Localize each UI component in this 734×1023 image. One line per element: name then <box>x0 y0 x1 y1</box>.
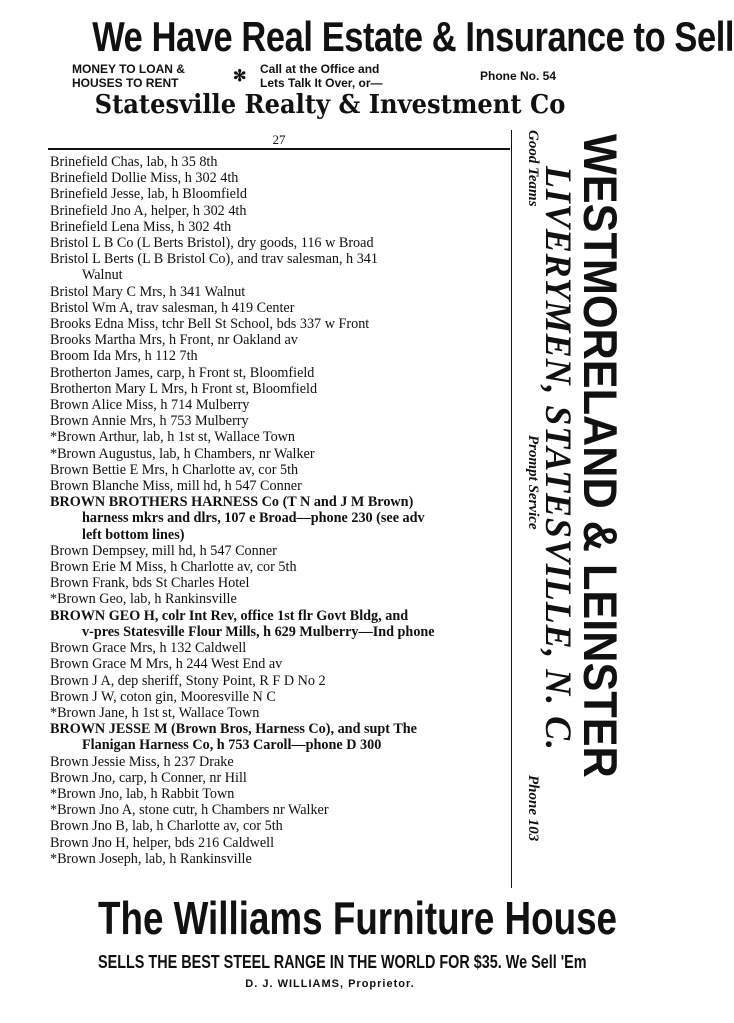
listing-entry: Brinefield Jesse, lab, h Bloomfield <box>50 186 248 203</box>
liverymen-text: LIVERYMEN, STATESVILLE, N. C. <box>537 166 578 751</box>
listing-entry-continuation: harness mkrs and dlrs, 107 e Broad—phone 230 (see adv <box>82 510 425 527</box>
listing-entry: Brown Bettie E Mrs, h Charlotte av, cor 5th <box>50 461 299 478</box>
top-advertisement <box>40 13 734 120</box>
listing-entry: Brooks Martha Mrs, h Front, nr Oakland av <box>50 332 298 349</box>
call-line-1: Call at the Office and <box>260 62 380 76</box>
call-office-text <box>260 62 382 90</box>
side-ad-phone: Phone 103 <box>525 775 541 842</box>
listing-entry: Brown Grace M Mrs, h 244 West End av <box>50 656 283 673</box>
listing-entry-continuation: left bottom lines) <box>82 526 185 543</box>
listing-entry: Brown Jno H, helper, bds 216 Caldwell <box>50 834 275 851</box>
listing-entry: *Brown Geo, lab, h Rankinsville <box>50 591 237 608</box>
top-ad-phone: Phone No. 54 <box>480 69 557 83</box>
good-teams-text: Good Teams <box>525 130 541 207</box>
listing-entry: Brown Frank, bds St Charles Hotel <box>50 575 250 592</box>
money-line-2: HOUSES TO RENT <box>72 76 179 90</box>
page-number: 27 <box>272 132 286 147</box>
listing-entry: Brown Jno B, lab, h Charlotte av, cor 5th <box>50 818 283 835</box>
money-line-1: MONEY TO LOAN & <box>72 62 185 76</box>
listing-entry: Brinefield Chas, lab, h 35 8th <box>50 154 218 170</box>
listing-entry: Brown Dempsey, mill hd, h 547 Conner <box>50 542 277 559</box>
top-ad-subline <box>40 60 620 94</box>
listing-entry: Brinefield Lena Miss, h 302 4th <box>50 218 232 235</box>
listing-entry: *Brown Jane, h 1st st, Wallace Town <box>50 704 260 721</box>
listing-entry: Brown Erie M Miss, h Charlotte av, cor 5th <box>50 559 297 576</box>
listing-entry: Brotherton Mary L Mrs, h Front st, Bloomfield <box>50 380 318 397</box>
bottom-ad-tagline: SELLS THE BEST STEEL RANGE IN THE WORLD FOR $35. We Sell 'Em <box>98 952 587 972</box>
listing-entry: Brown Jessie Miss, h 237 Drake <box>50 753 234 770</box>
listing-entry: *Brown Augustus, lab, h Chambers, nr Walker <box>50 445 315 462</box>
listing-entry: Bristol L Berts (L B Bristol Co), and trav salesman, h 341 <box>50 251 378 268</box>
listing-entry: BROWN JESSE M (Brown Bros, Harness Co), and supt The <box>50 721 417 738</box>
bottom-ad-headline: The Williams Furniture House <box>98 892 618 944</box>
call-line-2: Lets Talk It Over, or— <box>260 76 383 90</box>
listing-entry: Brooks Edna Miss, tchr Bell St School, bds 337 w Front <box>50 316 370 333</box>
listing-entry: Brown Jno, carp, h Conner, nr Hill <box>50 769 247 786</box>
listing-entry: *Brown Jno A, stone cutr, h Chambers nr Walker <box>50 802 329 819</box>
bottom-ad-proprietor: D. J. WILLIAMS, Proprietor. <box>245 978 415 990</box>
money-to-loan-text <box>72 62 185 90</box>
listing-entry: Broom Ida Mrs, h 112 7th <box>50 348 198 365</box>
header-rule <box>48 148 510 150</box>
listing-entry: *Brown Jno, lab, h Rabbit Town <box>50 785 235 802</box>
directory-listing <box>50 154 508 867</box>
listing-entry: Brown J W, coton gin, Mooresville N C <box>50 688 276 705</box>
listing-entry: BROWN BROTHERS HARNESS Co (T N and J M Brown) <box>50 494 414 511</box>
listing-entry: Brinefield Jno A, helper, h 302 4th <box>50 202 247 219</box>
listing-entry: BROWN GEO H, colr Int Rev, office 1st flr Govt Bldg, and <box>50 607 409 624</box>
listing-entry: Brinefield Dollie Miss, h 302 4th <box>50 170 239 187</box>
listing-entry: Brown Alice Miss, h 714 Mulberry <box>50 397 250 414</box>
listing-entry: Brown Annie Mrs, h 753 Mulberry <box>50 413 249 430</box>
listing-entry: *Brown Arthur, lab, h 1st st, Wallace Town <box>50 429 296 446</box>
listing-entry: Bristol Wm A, trav salesman, h 419 Center <box>50 299 295 316</box>
ornament-icon: ✻ <box>233 68 247 85</box>
listing-entry: *Brown Joseph, lab, h Rankinsville <box>50 850 252 867</box>
bottom-advertisement <box>40 892 620 990</box>
listing-entry-continuation: Flanigan Harness Co, h 753 Caroll—phone D 300 <box>82 737 382 754</box>
listing-entry-continuation: v-pres Statesville Flour Mills, h 629 Mulberry—Ind phone <box>82 623 435 640</box>
side-advertisement <box>520 130 630 890</box>
listing-entry: Brown J A, dep sheriff, Stony Point, R F D No 2 <box>50 672 326 689</box>
prompt-service-text: Prompt Service <box>525 435 541 530</box>
top-ad-company: Statesville Realty & Investment Co <box>94 90 566 120</box>
listing-entry: Brotherton James, carp, h Front st, Bloomfield <box>50 364 315 381</box>
listing-entry: Brown Grace Mrs, h 132 Caldwell <box>50 640 247 657</box>
listing-entry: Brown Blanche Miss, mill hd, h 547 Conner <box>50 478 302 495</box>
top-ad-headline: We Have Real Estate & Insurance to Sell <box>92 13 734 60</box>
listing-entry: Bristol Mary C Mrs, h 341 Walnut <box>50 283 246 300</box>
side-ad-company: WESTMORELAND & LEINSTER <box>574 134 627 778</box>
column-divider <box>511 130 512 888</box>
listing-entry-continuation: Walnut <box>82 267 123 284</box>
listing-entry: Bristol L B Co (L Berts Bristol), dry goods, 116 w Broad <box>50 235 374 252</box>
